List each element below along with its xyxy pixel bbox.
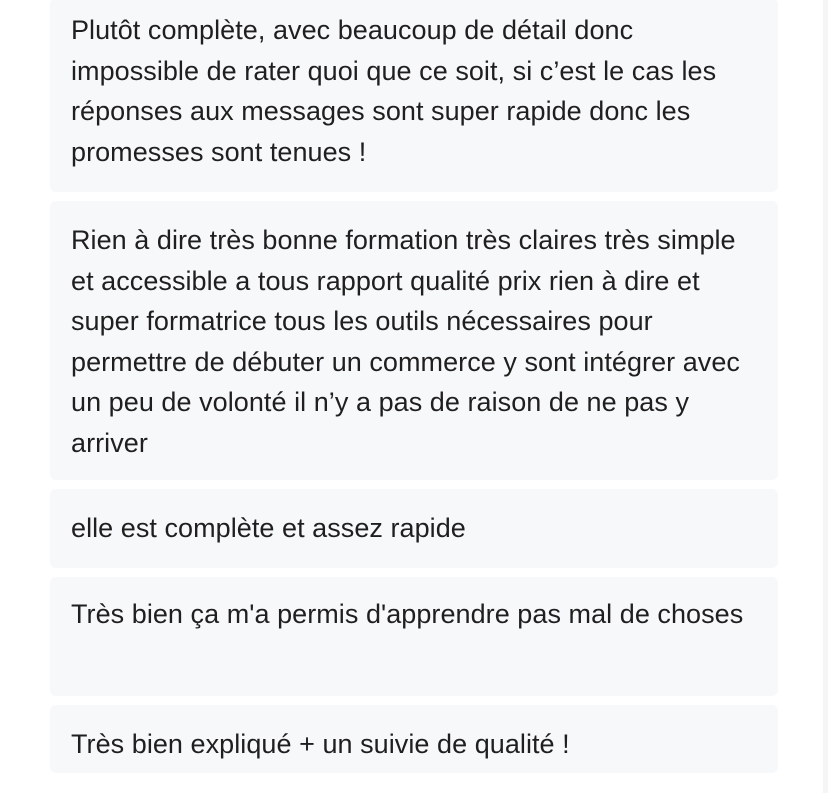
review-card xyxy=(50,705,778,773)
review-text: Très bien ça m'a permis d'apprendre pas mal de choses xyxy=(71,599,744,629)
review-text: Plutôt complète, avec beaucoup de détail donc impossible de rater quoi que ce soit, si c’est le cas les réponses aux messages sont super rapide donc les promesses sont tenues ! xyxy=(71,15,717,167)
review-text: Très bien expliqué + un suivie de qualité ! xyxy=(71,729,570,759)
review-text: elle est complète et assez rapide xyxy=(71,513,466,543)
review-card xyxy=(50,577,778,696)
review-text: Rien à dire très bonne formation très claires très simple et accessible a tous rapport qualité prix rien à dire et super formatrice tous les outils nécessaires pour permettre de débuter un commerce y sont intégrer avec un peu de volonté il n’y a pas de raison de ne pas y arriver xyxy=(71,225,740,458)
review-card xyxy=(50,201,778,480)
review-card xyxy=(50,489,778,568)
review-card xyxy=(50,0,778,192)
scrollbar-track[interactable] xyxy=(823,0,828,793)
